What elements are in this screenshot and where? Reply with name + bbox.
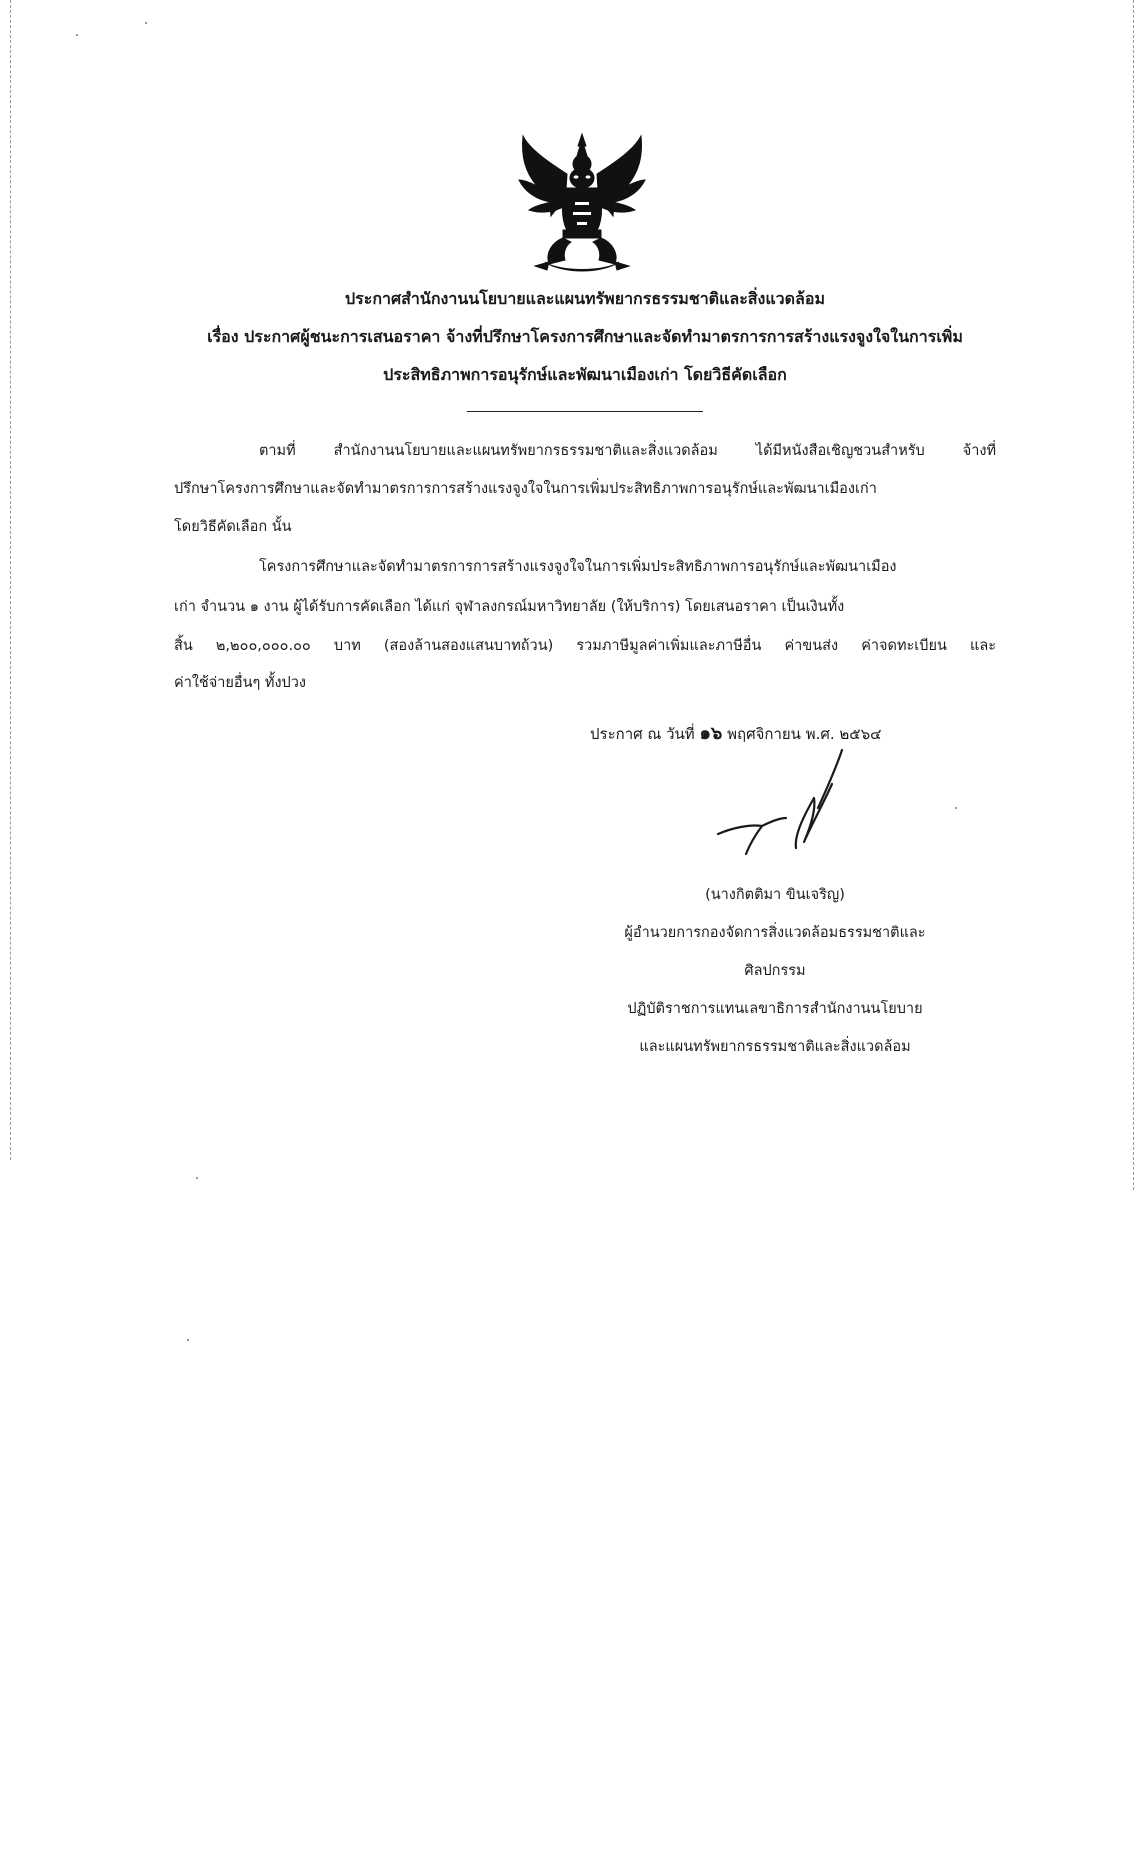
date-prefix: ประกาศ ณ วันที่ <box>590 725 695 743</box>
scan-speck <box>187 1339 189 1341</box>
signatory-position-line-1: ผู้อำนวยการกองจัดการสิ่งแวดล้อมธรรมชาติและ <box>624 925 926 941</box>
announcement-subject-line-2: ประสิทธิภาพการอนุรักษ์และพัฒนาเมืองเก่า โดยวิธีคัดเลือก <box>383 365 787 384</box>
paragraph-2-line-2: เก่า จำนวน ๑ งาน ผู้ได้รับการคัดเลือก ได้แก่ จุฬาลงกรณ์มหาวิทยาลัย (ให้บริการ) โดยเสนอราคา เป็นเงินทั้ง <box>174 599 845 615</box>
date-month-year: พฤศจิกายน พ.ศ. ๒๕๖๔ <box>727 725 882 743</box>
announcement-title: ประกาศสำนักงานนโยบายและแผนทรัพยากรธรรมชาติและสิ่งแวดล้อม <box>344 289 826 308</box>
signatory-position-line-3: ปฏิบัติราชการแทนเลขาธิการสำนักงานนโยบาย <box>627 1001 923 1017</box>
paragraph-1-line-3: โดยวิธีคัดเลือก นั้น <box>174 519 292 535</box>
scan-edge-left <box>10 0 11 1160</box>
handwritten-signature <box>710 742 860 862</box>
scan-edge-right <box>1133 0 1134 1190</box>
title-divider <box>467 411 703 412</box>
garuda-emblem-icon <box>515 130 650 275</box>
signatory-position-line-2: ศิลปกรรม <box>744 963 806 979</box>
paragraph-1-line-2: ปรึกษาโครงการศึกษาและจัดทำมาตรการการสร้างแรงจูงใจในการเพิ่มประสิทธิภาพการอนุรักษ์และพัฒนาเมืองเก่า <box>174 481 877 497</box>
scan-speck <box>145 22 147 24</box>
signatory-name: (นางกิตติมา ขินเจริญ) <box>705 887 845 903</box>
announcement-subject-line-1: เรื่อง ประกาศผู้ชนะการเสนอราคา จ้างที่ปรึกษาโครงการศึกษาและจัดทำมาตรการการสร้างแรงจูงใจในการเพิ่ม <box>207 327 963 346</box>
scan-speck <box>196 1177 198 1179</box>
scan-speck <box>955 807 957 809</box>
paragraph-2-line-4: ค่าใช้จ่ายอื่นๆ ทั้งปวง <box>174 675 306 691</box>
paragraph-2-line-1: โครงการศึกษาและจัดทำมาตรการการสร้างแรงจูงใจในการเพิ่มประสิทธิภาพการอนุรักษ์และพัฒนาเมือง <box>259 559 897 575</box>
scan-speck <box>76 34 78 36</box>
date-day: ๑๖ <box>699 723 723 744</box>
signatory-position-line-4: และแผนทรัพยากรธรรมชาติและสิ่งแวดล้อม <box>639 1039 911 1055</box>
paragraph-1-line-1: ตามที่ สำนักงานนโยบายและแผนทรัพยากรธรรมชาติและสิ่งแวดล้อม ได้มีหนังสือเชิญชวนสำหรับ จ้างที่ <box>259 443 996 459</box>
paragraph-2-line-3: สิ้น ๒,๒๐๐,๐๐๐.๐๐ บาท (สองล้านสองแสนบาทถ้วน) รวมภาษีมูลค่าเพิ่มและภาษีอื่น ค่าขนส่ง ค่าจดทะเบียน และ <box>174 638 996 654</box>
